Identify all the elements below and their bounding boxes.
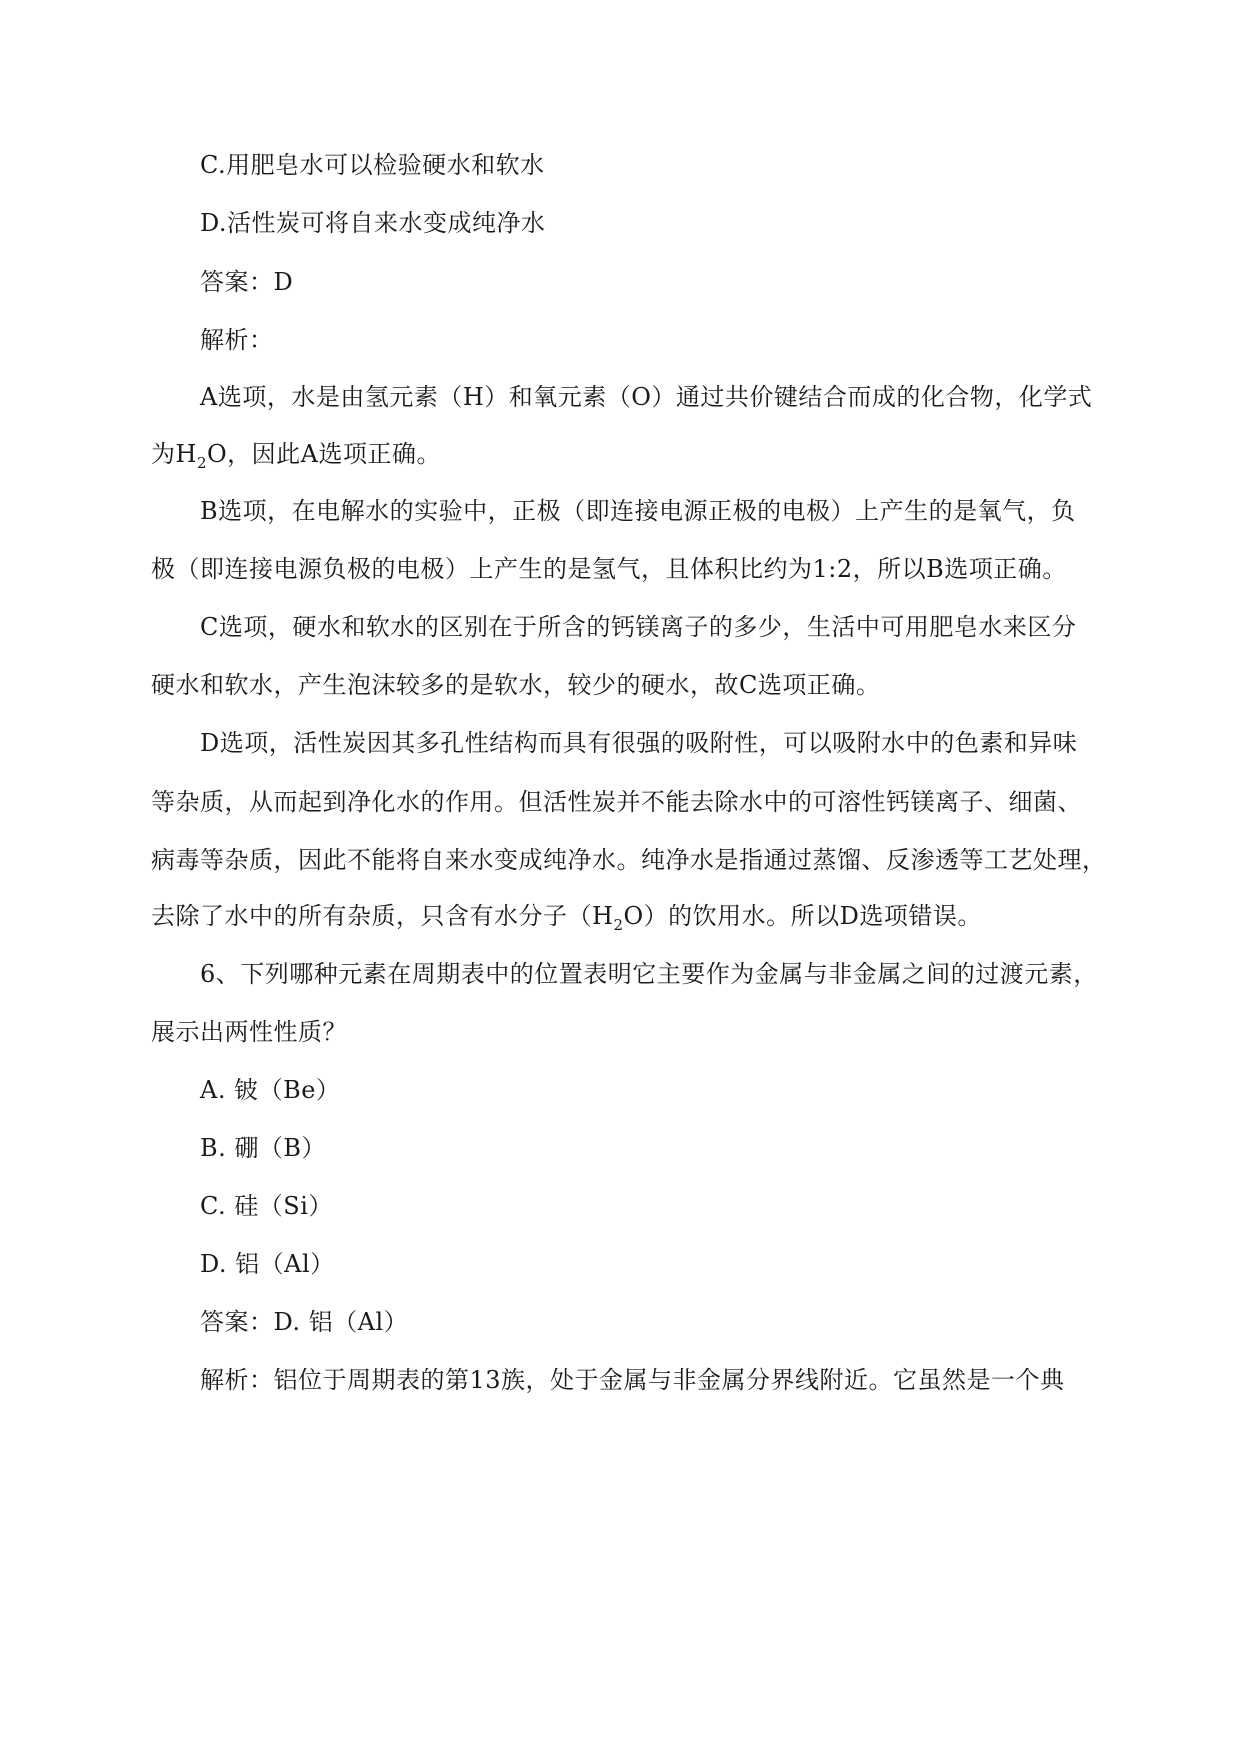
q5-analysis-a-line2: 为$H_2O$，因此A选项正确。 <box>151 440 441 472</box>
q5-analysis-label: 解析： <box>200 326 274 354</box>
q5-analysis-c-line2: 硬水和软水，产生泡沫较多的是软水，较少的硬水，故C选项正确。 <box>151 671 881 699</box>
q6-option-c: C. 硅（Si） <box>200 1192 333 1220</box>
q6-answer: 答案：D. 铝（Al） <box>200 1308 409 1336</box>
q5-analysis-b-line1: B选项，在电解水的实验中，正极（即连接电源正极的电极）上产生的是氧气，负 <box>200 497 1076 525</box>
q6-option-d: D. 铝（Al） <box>200 1250 335 1278</box>
q6-analysis-line1: 解析：铝位于周期表的第13族，处于金属与非金属分界线附近。它虽然是一个典 <box>200 1366 1065 1394</box>
q5-analysis-b-line2: 极（即连接电源负极的电极）上产生的是氢气，且体积比约为1:2，所以B选项正确。 <box>151 555 1067 583</box>
q5-analysis-a-line1: A选项，水是由氢元素（H）和氧元素（O）通过共价键结合而成的化合物，化学式 <box>200 383 1093 411</box>
q6-option-b: B. 硼（B） <box>200 1134 327 1162</box>
q5-answer: 答案：D <box>200 268 294 296</box>
q5-analysis-d-line2: 等杂质，从而起到净化水的作用。但活性炭并不能去除水中的可溶性钙镁离子、细菌、 <box>151 788 1082 816</box>
q6-stem-line2: 展示出两性性质？ <box>151 1018 347 1046</box>
q5-analysis-d-line4: 去除了水中的所有杂质，只含有水分子$(H_2O)$的饮用水。所以D选项错误。 <box>151 902 982 934</box>
q5-analysis-c-line1: C选项，硬水和软水的区别在于所含的钙镁离子的多少，生活中可用肥皂水来区分 <box>200 613 1077 641</box>
q5-analysis-d-line1: D选项，活性炭因其多孔性结构而具有很强的吸附性，可以吸附水中的色素和异味 <box>200 729 1078 757</box>
q5-option-d: D.活性炭可将自来水变成纯净水 <box>200 209 546 237</box>
q6-stem-line1: 6、下列哪种元素在周期表中的位置表明它主要作为金属与非金属之间的过渡元素， <box>200 960 1098 988</box>
q5-analysis-d-line3: 病毒等杂质，因此不能将自来水变成纯净水。纯净水是指通过蒸馏、反渗透等工艺处理， <box>151 846 1107 874</box>
q6-option-a: A. 铍（Be） <box>200 1076 341 1104</box>
q5-option-c: C.用肥皂水可以检验硬水和软水 <box>200 151 545 179</box>
